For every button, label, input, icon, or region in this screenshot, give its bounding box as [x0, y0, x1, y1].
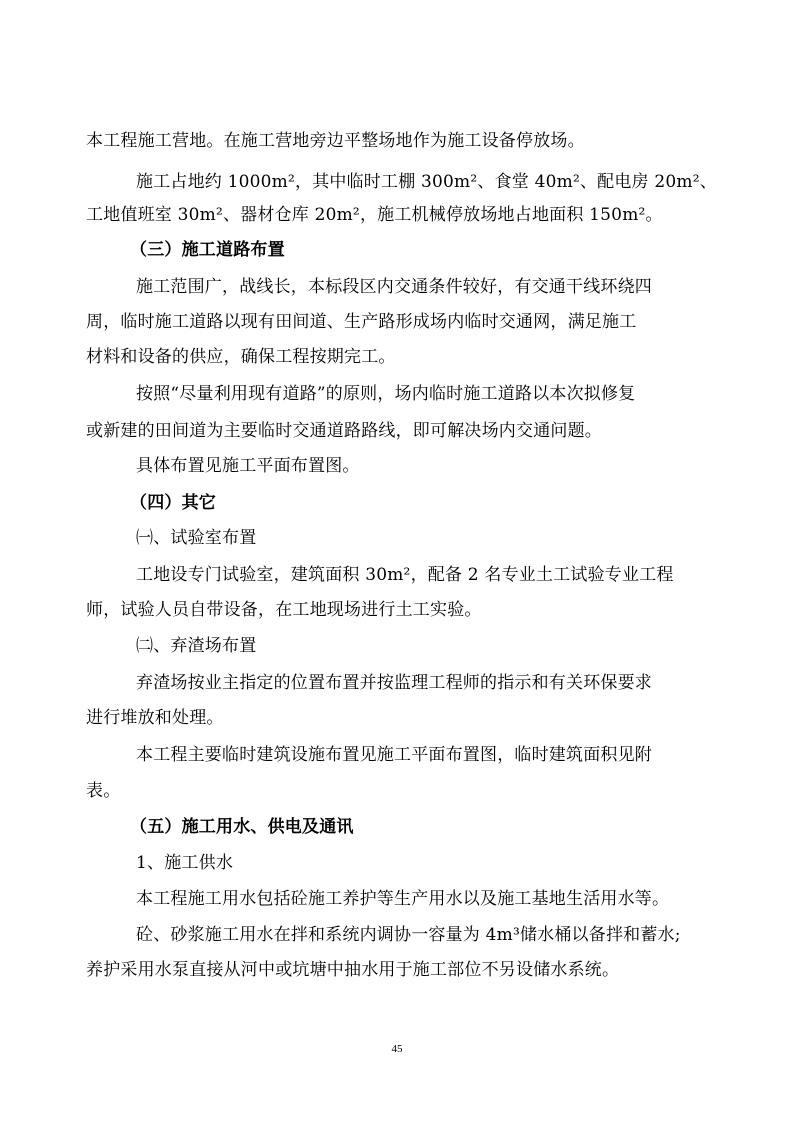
paragraph-line: 材料和设备的供应，确保工程按期完工。: [86, 347, 396, 367]
paragraph-line: 养护采用水泵直接从河中或坑塘中抽水用于施工部位不另设储水系统。: [86, 960, 620, 980]
paragraph-line: 表。: [86, 781, 121, 801]
paragraph-line: 进行堆放和处理。: [86, 708, 224, 728]
paragraph-line: 具体布置见施工平面布置图。: [136, 456, 360, 476]
subsection-heading: ㈡、弃渣场布置: [136, 636, 257, 656]
section-heading: （三）施工道路布置: [130, 240, 285, 260]
paragraph-line: 工地值班室 30m²、器材仓库 20m²，施工机械停放场地占地面积 150m²。: [86, 205, 663, 225]
subsection-heading: 1、施工供水: [136, 853, 234, 873]
section-heading: （五）施工用水、供电及通讯: [130, 817, 354, 837]
paragraph-line: 本工程施工用水包括砼施工养护等生产用水以及施工基地生活用水等。: [136, 889, 670, 909]
paragraph-line: 工地设专门试验室，建筑面积 30m²，配备 2 名专业土工试验专业工程: [136, 565, 674, 585]
section-heading: （四）其它: [130, 493, 216, 513]
paragraph-line: 师，试验人员自带设备，在工地现场进行土工实验。: [86, 600, 482, 620]
paragraph-line: 周，临时施工道路以现有田间道、生产路形成场内临时交通网，满足施工: [86, 312, 637, 332]
page-number: 45: [391, 1043, 403, 1055]
paragraph-line: 弃渣场按业主指定的位置布置并按监理工程师的指示和有关环保要求: [136, 673, 652, 693]
paragraph-line: 本工程主要临时建筑设施布置见施工平面布置图，临时建筑面积见附: [136, 745, 652, 765]
paragraph-line: 本工程施工营地。在施工营地旁边平整场地作为施工设备停放场。: [86, 131, 585, 151]
paragraph-line: 砼、砂浆施工用水在拌和系统内调协一容量为 4m³储水桶以备拌和蓄水;: [136, 925, 681, 945]
subsection-heading: ㈠、试验室布置: [136, 528, 257, 548]
paragraph-line: 按照“尽量利用现有道路”的原则，场内临时施工道路以本次拟修复: [136, 384, 636, 404]
paragraph-line: 施工范围广，战线长，本标段区内交通条件较好，有交通干线环绕四: [136, 277, 652, 297]
paragraph-line: 施工占地约 1000m²，其中临时工棚 300m²、食堂 40m²、配电房 20m²、: [136, 172, 717, 192]
paragraph-line: 或新建的田间道为主要临时交通道路路线，即可解决场内交通问题。: [86, 421, 602, 441]
